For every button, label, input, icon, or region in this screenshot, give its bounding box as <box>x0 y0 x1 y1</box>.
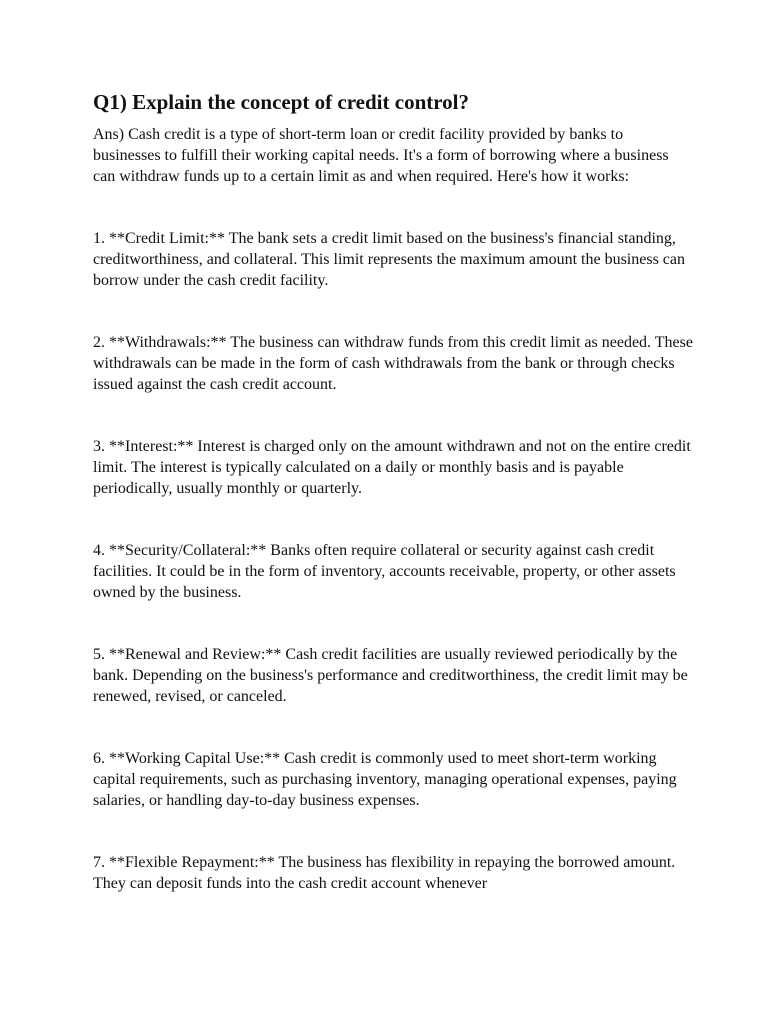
question-title: Q1) Explain the concept of credit control? <box>93 90 470 114</box>
document-page <box>93 88 693 894</box>
point-working-capital-use: 6. **Working Capital Use:** Cash credit is commonly used to meet short-term working capital requirements, such as purchasing inventory, managing operational expenses, paying salaries, or handling day-to-day business expenses. <box>93 750 677 809</box>
point-flexible-repayment: 7. **Flexible Repayment:** The business has flexibility in repaying the borrowed amount. They can deposit funds into the cash credit account whenever <box>93 854 676 892</box>
point-security-collateral: 4. **Security/Collateral:** Banks often require collateral or security against cash credit facilities. It could be in the form of inventory, accounts receivable, property, or other assets owned by the business. <box>93 542 676 601</box>
answer-intro: Ans) Cash credit is a type of short-term loan or credit facility provided by banks to businesses to fulfill their working capital needs. It's a form of borrowing where a business can withdraw funds up to a certain limit as and when required. Here's how it works: <box>93 126 669 185</box>
point-interest: 3. **Interest:** Interest is charged only on the amount withdrawn and not on the entire credit limit. The interest is typically calculated on a daily or monthly basis and is payable periodically, usually monthly or quarterly. <box>93 438 691 497</box>
point-credit-limit: 1. **Credit Limit:** The bank sets a credit limit based on the business's financial standing, creditworthiness, and collateral. This limit represents the maximum amount the business can borrow under the cash credit facility. <box>93 230 686 289</box>
point-renewal-review: 5. **Renewal and Review:** Cash credit facilities are usually reviewed periodically by the bank. Depending on the business's performance and creditworthiness, the credit limit may be renewed, revised, or canceled. <box>93 646 688 705</box>
point-withdrawals: 2. **Withdrawals:** The business can withdraw funds from this credit limit as needed. These withdrawals can be made in the form of cash withdrawals from the bank or through checks issued against the cash credit account. <box>93 334 693 393</box>
